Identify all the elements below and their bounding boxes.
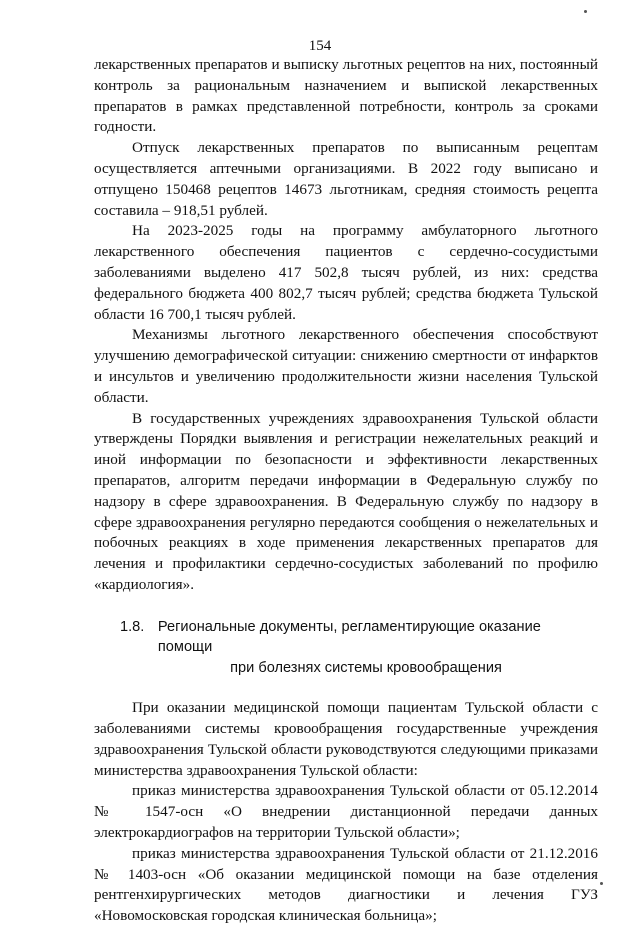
scan-speck [584, 10, 587, 13]
document-body [94, 55, 598, 927]
paragraph: На 2023-2025 годы на программу амбулаторного льготного лекарственного обеспечения пациентов с сердечно-сосудистыми заболеваниями выделено 417 502,8 тысяч рублей, из них: средства федерального бюджета 400 802,7 тысяч рублей; средства бюджета Тульской области 16 700,1 тысяч рублей. [94, 222, 598, 323]
paragraph: Отпуск лекарственных препаратов по выписанным рецептам осуществляется аптечными организациями. В 2022 году выписано и отпущено 150468 рецептов 14673 льготникам, средняя стоимость рецепта составила – 918,51 рублей. [94, 139, 598, 219]
order-item: приказ министерства здравоохранения Тульской области от 05.12.2014 № 1547-осн «О внедрении дистанционной передачи данных электрокардиографов на территории Тульской области»; [94, 782, 598, 841]
paragraph: Механизмы льготного лекарственного обеспечения способствуют улучшению демографической ситуации: снижению смертности от инфарктов и инсультов и увеличению продолжительности жизни населения Тульской области. [94, 326, 598, 406]
order-item: приказ министерства здравоохранения Тульской области от 21.12.2016 № 1403-осн «Об оказании медицинской помощи на базе отделения рентгенхирургических методов диагностики и лечения ГУЗ «Новомосковская городская клиническая больница»; [94, 844, 598, 925]
section-title-line1: Региональные документы, регламентирующие оказание помощи [157, 618, 541, 656]
section-heading [94, 617, 598, 679]
paragraph: В государственных учреждениях здравоохранения Тульской области утверждены Порядки выявления и регистрации нежелательных реакций и иной информации по безопасности и эффективности лекарственных препаратов, алгоритм передачи информации в Федеральную службу по надзору в сфере здравоохранения. В Федеральную службу по надзору в сфере здравоохранения регулярно передаются сообщения о нежелательных и побочных реакциях в ходе применения лекарственных препаратов для лечения и профилактики сердечно-сосудистых заболеваний по профилю «кардиология». [94, 409, 598, 593]
scan-speck [600, 882, 603, 885]
paragraph: При оказании медицинской помощи пациентам Тульской области с заболеваниями системы кровообращения государственные учреждения здравоохранения Тульской области руководствуются следующими приказами министерства здравоохранения Тульской области: [94, 699, 598, 779]
section-number: 1.8. [120, 618, 145, 635]
page-number: 154 [308, 38, 332, 54]
paragraph-continued: лекарственных препаратов и выписку льготных рецептов на них, постоянный контроль за рациональным назначением и выпиской лекарственных препаратов в рамках представленной потребности, контроль за сроками годности. [94, 56, 598, 136]
section-title-line2: при болезнях системы кровообращения [230, 659, 502, 676]
